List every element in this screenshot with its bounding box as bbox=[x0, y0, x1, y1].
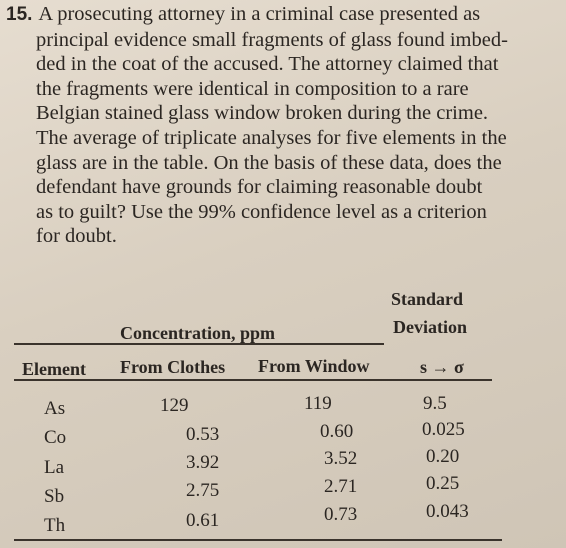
problem-line: the fragments were identical in composition to a rare bbox=[36, 77, 469, 100]
problem-number: 15. bbox=[6, 4, 33, 25]
data-table bbox=[14, 285, 524, 545]
group-header-concentration: Concentration, ppm bbox=[120, 323, 276, 343]
problem-line: defendant have grounds for claiming reasonable doubt bbox=[36, 176, 483, 199]
table-bottom-rule bbox=[14, 539, 502, 541]
header-bottom-rule bbox=[14, 379, 492, 381]
cell-clothes: 3.92 bbox=[186, 452, 220, 473]
cell-clothes: 0.53 bbox=[186, 424, 220, 445]
cell-window: 2.71 bbox=[324, 476, 358, 497]
col-header-window: From Window bbox=[258, 356, 370, 376]
cell-sd: 0.025 bbox=[422, 419, 465, 440]
problem-line: for doubt. bbox=[36, 225, 117, 248]
std-header-line1: Standard bbox=[391, 289, 464, 309]
cell-clothes: 2.75 bbox=[186, 480, 220, 501]
cell-window: 3.52 bbox=[324, 448, 358, 469]
cell-element: La bbox=[44, 457, 65, 478]
problem-line: glass are in the table. On the basis of these data, does the bbox=[36, 151, 502, 174]
cell-element: Co bbox=[44, 427, 67, 448]
problem-line: The average of triplicate analyses for five elements in the bbox=[36, 126, 507, 149]
cell-sd: 0.20 bbox=[426, 446, 460, 467]
cell-window: 0.60 bbox=[320, 421, 354, 442]
cell-sd: 0.043 bbox=[426, 501, 469, 522]
cell-sd: 0.25 bbox=[426, 473, 460, 494]
col-header-element: Element bbox=[22, 359, 86, 379]
col-header-sd: s → σ bbox=[420, 357, 464, 377]
std-header-line2: Deviation bbox=[393, 317, 467, 337]
col-header-clothes: From Clothes bbox=[120, 357, 226, 377]
problem-line: ded in the coat of the accused. The attorney claimed that bbox=[36, 53, 499, 76]
cell-element: Sb bbox=[44, 486, 65, 507]
problem-line: 15. A prosecuting attorney in a criminal case presented as bbox=[6, 3, 481, 25]
cell-element: As bbox=[44, 398, 66, 419]
problem-line: as to guilt? Use the 99% confidence level as a criterion bbox=[36, 200, 487, 223]
cell-sd: 9.5 bbox=[423, 393, 447, 414]
cell-clothes: 129 bbox=[160, 395, 189, 416]
cell-window: 119 bbox=[304, 393, 332, 414]
problem-line: Belgian stained glass window broken during the crime. bbox=[36, 102, 489, 125]
cell-window: 0.73 bbox=[324, 504, 358, 525]
cell-element: Th bbox=[44, 515, 66, 536]
problem-text bbox=[6, 2, 558, 249]
header-top-rule bbox=[14, 343, 384, 345]
problem-line: principal evidence small fragments of glass found imbed- bbox=[36, 28, 508, 51]
cell-clothes: 0.61 bbox=[186, 510, 220, 531]
